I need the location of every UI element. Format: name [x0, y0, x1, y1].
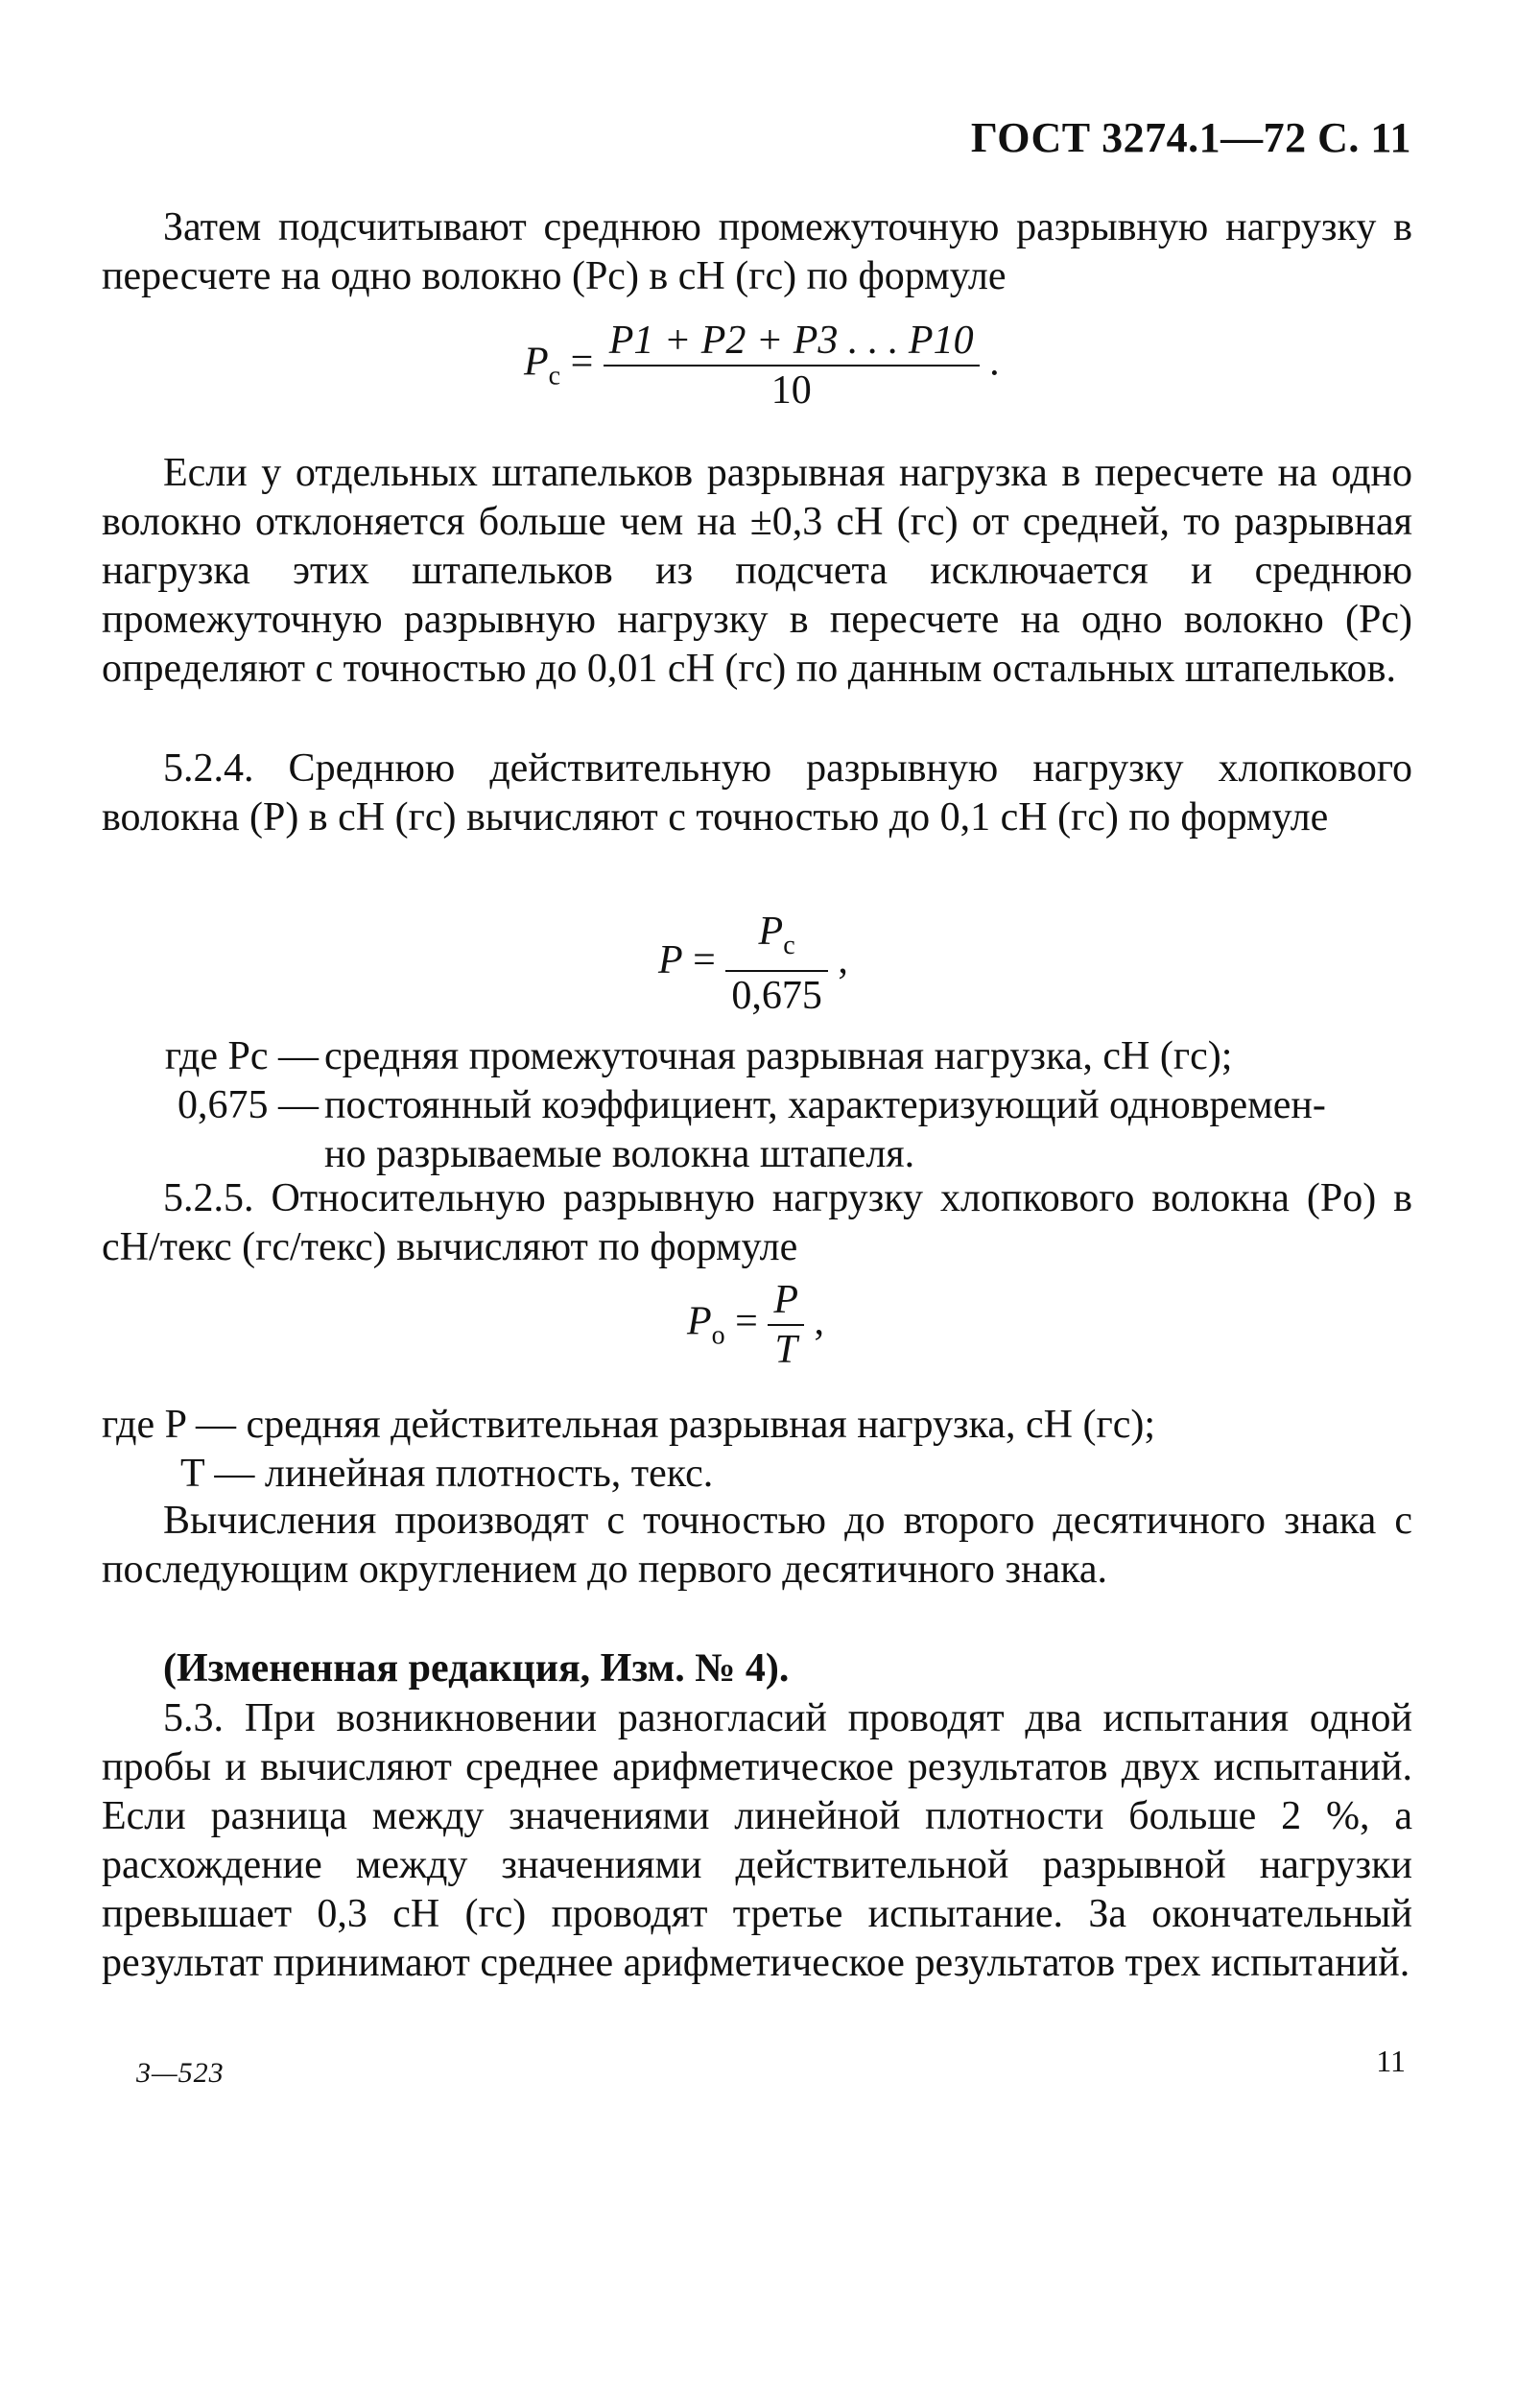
formula-numerator: P — [768, 1276, 804, 1326]
formula-equals: = — [693, 938, 716, 983]
formula-pc — [524, 317, 1000, 414]
definition-text: постоянный коэффициент, характеризующий одновремен- — [324, 1083, 1326, 1127]
paragraph-5-3 — [102, 1694, 1412, 1988]
paragraph-text: 5.3. При возникновении разногласий проводят два испытания одной пробы и вычисляют среднее арифметическое результатов двух испытаний. Если разница между значениями линейной плотности больше 2 %, а расхождение между значениями действительной разрывной нагрузки превышает 0,3 сН (гс) проводят третье испытание. За окончательный результат принимают среднее арифметическое результатов трех испытаний. — [102, 1696, 1412, 1985]
paragraph-text: 5.2.4. Среднюю действительную разрывную нагрузку хлопкового волокна (P) в сН (гс) вычисляют с точностью до 0,1 сН (гс) по формуле — [102, 746, 1412, 840]
page-header: ГОСТ 3274.1—72 С. 11 — [970, 114, 1411, 161]
formula-denominator: 0,675 — [731, 974, 822, 1018]
formula-equals: = — [735, 1299, 758, 1344]
paragraph-text: Затем подсчитывают среднюю промежуточную разрывную нагрузку в пересчете на одно волокно (Pc) в сН (гс) по формуле — [102, 205, 1412, 298]
paragraph-precision — [102, 1497, 1412, 1595]
definitions-list-1 — [102, 1032, 1412, 1179]
definition-row — [102, 1081, 1412, 1130]
formula-tail: , — [838, 938, 848, 983]
formula-num-sub: c — [783, 931, 795, 960]
formula-numerator: P1 + P2 + P3 . . . P10 — [604, 317, 980, 367]
formula-denominator: 10 — [770, 368, 812, 413]
definition-term: 0,675 — — [178, 1083, 319, 1127]
definition-text: средняя промежуточная разрывная нагрузка, сН (гс); — [324, 1034, 1233, 1078]
paragraph-deviation — [102, 449, 1412, 694]
formula-lhs: P — [658, 938, 683, 983]
formula-lhs-sub: c — [548, 361, 561, 391]
formula-lhs: P — [687, 1299, 712, 1344]
definition-text: T — линейная плотность, текс. — [180, 1452, 714, 1496]
footer-print-code: 3—523 — [136, 2057, 225, 2089]
footer-page-number: 11 — [1376, 2044, 1406, 2078]
paragraph-text: Если у отдельных штапельков разрывная нагрузка в пересчете на одно волокно отклоняется больше чем на ±0,3 сН (гс) от средней, то разрывная нагрузка этих штапельков из подсчета исключается и среднюю промежуточную разрывную нагрузку в пересчете на одно волокно (Pc) определяют с точностью до 0,01 сН (гс) по данным остальных штапельков. — [102, 451, 1412, 691]
definition-row — [102, 1401, 1412, 1450]
formula-num-var: P — [758, 910, 784, 954]
amendment-note: (Измененная редакция, Изм. № 4). — [163, 1646, 790, 1691]
formula-fraction — [725, 908, 828, 1020]
formula-po — [687, 1276, 824, 1374]
formula-denominator: T — [774, 1328, 797, 1372]
formula-equals: = — [570, 340, 594, 385]
formula-numerator — [725, 908, 828, 972]
formula-lhs: P — [524, 340, 549, 385]
formula-fraction — [768, 1276, 804, 1374]
paragraph-amendment — [102, 1644, 1412, 1693]
formula-tail: . — [989, 340, 1000, 385]
formula-fraction — [604, 317, 980, 414]
definition-text: где P — средняя действительная разрывная нагрузка, сН (гс); — [102, 1403, 1155, 1447]
formula-lhs-sub: o — [711, 1320, 725, 1351]
formula-p — [658, 908, 848, 1020]
paragraph-intro — [102, 203, 1412, 301]
definition-text: но разрываемые волокна штапеля. — [324, 1132, 915, 1176]
definition-row — [102, 1130, 1412, 1179]
paragraph-5-2-5 — [102, 1174, 1412, 1272]
paragraph-5-2-4 — [102, 745, 1412, 842]
definition-row — [102, 1032, 1412, 1081]
paragraph-text: Вычисления производят с точностью до второго десятичного знака с последующим округлением до первого десятичного знака. — [102, 1499, 1412, 1592]
definitions-list-2 — [102, 1401, 1412, 1499]
paragraph-text: 5.2.5. Относительную разрывную нагрузку хлопкового волокна (Po) в сН/текс (гс/текс) вычисляют по формуле — [102, 1176, 1412, 1269]
formula-tail: , — [814, 1299, 824, 1344]
definition-row — [102, 1450, 1412, 1499]
definition-term: где Pc — — [164, 1034, 319, 1078]
